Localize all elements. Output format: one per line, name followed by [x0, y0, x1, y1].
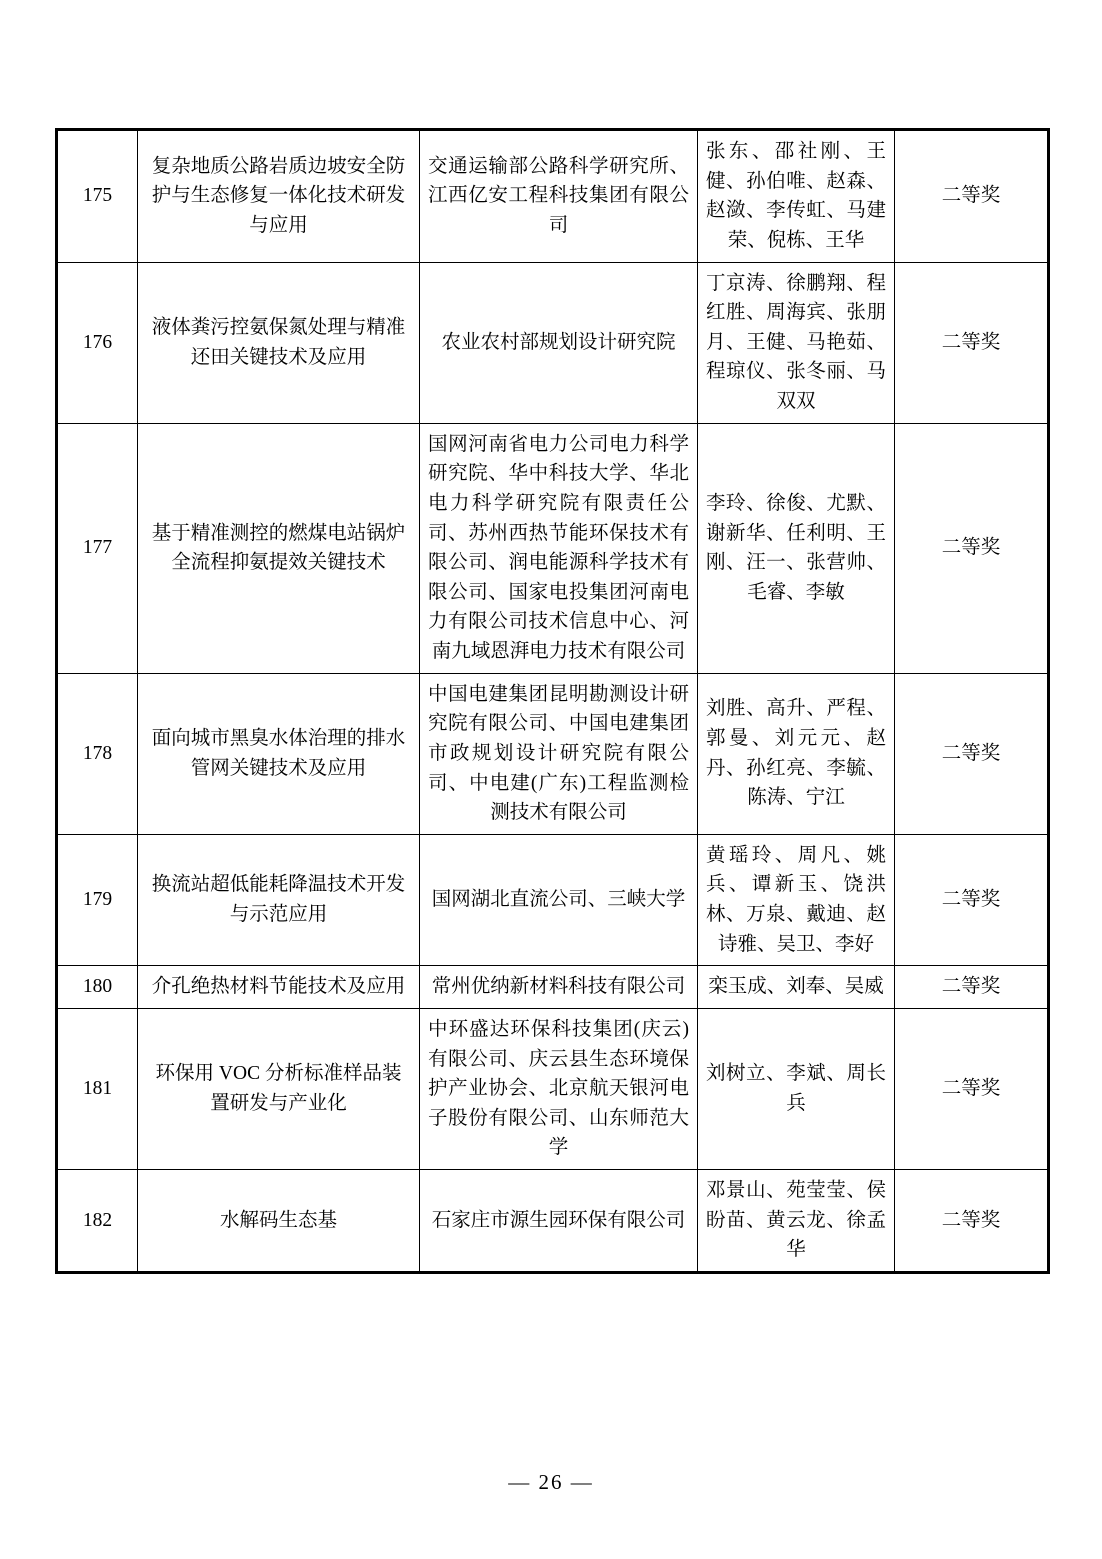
row-people: 刘树立、李斌、周长兵 — [698, 1008, 895, 1169]
row-organizations: 国网河南省电力公司电力科学研究院、华中科技大学、华北电力科学研究院有限责任公司、苏州西热节能环保技术有限公司、润电能源科学技术有限公司、国家电投集团河南电力有限公司技术信息中心、河南九域恩湃电力技术有限公司 — [420, 423, 698, 673]
row-index: 178 — [57, 673, 138, 834]
table-row — [57, 423, 1049, 673]
row-project-title: 液体粪污控氨保氮处理与精准还田关键技术及应用 — [138, 262, 420, 423]
table-row — [57, 1170, 1049, 1273]
row-project-title: 面向城市黑臭水体治理的排水管网关键技术及应用 — [138, 673, 420, 834]
row-award: 二等奖 — [895, 130, 1049, 263]
row-organizations: 常州优纳新材料科技有限公司 — [420, 966, 698, 1009]
row-people: 李玲、徐俊、尤默、谢新华、任利明、王刚、汪一、张营帅、毛睿、李敏 — [698, 423, 895, 673]
row-organizations: 国网湖北直流公司、三峡大学 — [420, 834, 698, 966]
row-organizations: 中环盛达环保科技集团(庆云)有限公司、庆云县生态环境保护产业协会、北京航天银河电子股份有限公司、山东师范大学 — [420, 1008, 698, 1169]
row-award: 二等奖 — [895, 673, 1049, 834]
row-project-title: 介孔绝热材料节能技术及应用 — [138, 966, 420, 1009]
row-project-title: 换流站超低能耗降温技术开发与示范应用 — [138, 834, 420, 966]
table-row — [57, 673, 1049, 834]
row-award: 二等奖 — [895, 1170, 1049, 1273]
row-award: 二等奖 — [895, 966, 1049, 1009]
row-index: 182 — [57, 1170, 138, 1273]
row-project-title: 复杂地质公路岩质边坡安全防护与生态修复一体化技术研发与应用 — [138, 130, 420, 263]
row-index: 175 — [57, 130, 138, 263]
row-people: 张东、邵社刚、王健、孙伯唯、赵森、赵潋、李传虹、马建荣、倪栋、王华 — [698, 130, 895, 263]
page-number: — 26 — — [508, 1470, 594, 1494]
row-index: 181 — [57, 1008, 138, 1169]
table-row — [57, 1008, 1049, 1169]
row-award: 二等奖 — [895, 1008, 1049, 1169]
row-people: 黄瑶玲、周凡、姚兵、谭新玉、饶洪林、万泉、戴迪、赵诗雅、吴卫、李好 — [698, 834, 895, 966]
row-people: 刘胜、高升、严程、郭曼、刘元元、赵丹、孙红亮、李毓、陈涛、宁江 — [698, 673, 895, 834]
row-organizations: 农业农村部规划设计研究院 — [420, 262, 698, 423]
row-award: 二等奖 — [895, 423, 1049, 673]
row-organizations: 石家庄市源生园环保有限公司 — [420, 1170, 698, 1273]
row-organizations: 中国电建集团昆明勘测设计研究院有限公司、中国电建集团市政规划设计研究院有限公司、中电建(广东)工程监测检测技术有限公司 — [420, 673, 698, 834]
award-list-table — [55, 128, 1050, 1274]
row-index: 177 — [57, 423, 138, 673]
row-index: 176 — [57, 262, 138, 423]
row-index: 179 — [57, 834, 138, 966]
table-row — [57, 834, 1049, 966]
table-row — [57, 130, 1049, 263]
table-row — [57, 966, 1049, 1009]
table-row — [57, 262, 1049, 423]
row-project-title: 环保用 VOC 分析标准样品装置研发与产业化 — [138, 1008, 420, 1169]
row-project-title: 基于精准测控的燃煤电站锅炉全流程抑氨提效关键技术 — [138, 423, 420, 673]
row-award: 二等奖 — [895, 262, 1049, 423]
row-project-title: 水解码生态基 — [138, 1170, 420, 1273]
row-organizations: 交通运输部公路科学研究所、江西亿安工程科技集团有限公司 — [420, 130, 698, 263]
row-people: 栾玉成、刘奉、吴威 — [698, 966, 895, 1009]
row-people: 邓景山、苑莹莹、侯盼苗、黄云龙、徐孟华 — [698, 1170, 895, 1273]
row-people: 丁京涛、徐鹏翔、程红胜、周海宾、张朋月、王健、马艳茹、程琼仪、张冬丽、马双双 — [698, 262, 895, 423]
row-index: 180 — [57, 966, 138, 1009]
row-award: 二等奖 — [895, 834, 1049, 966]
